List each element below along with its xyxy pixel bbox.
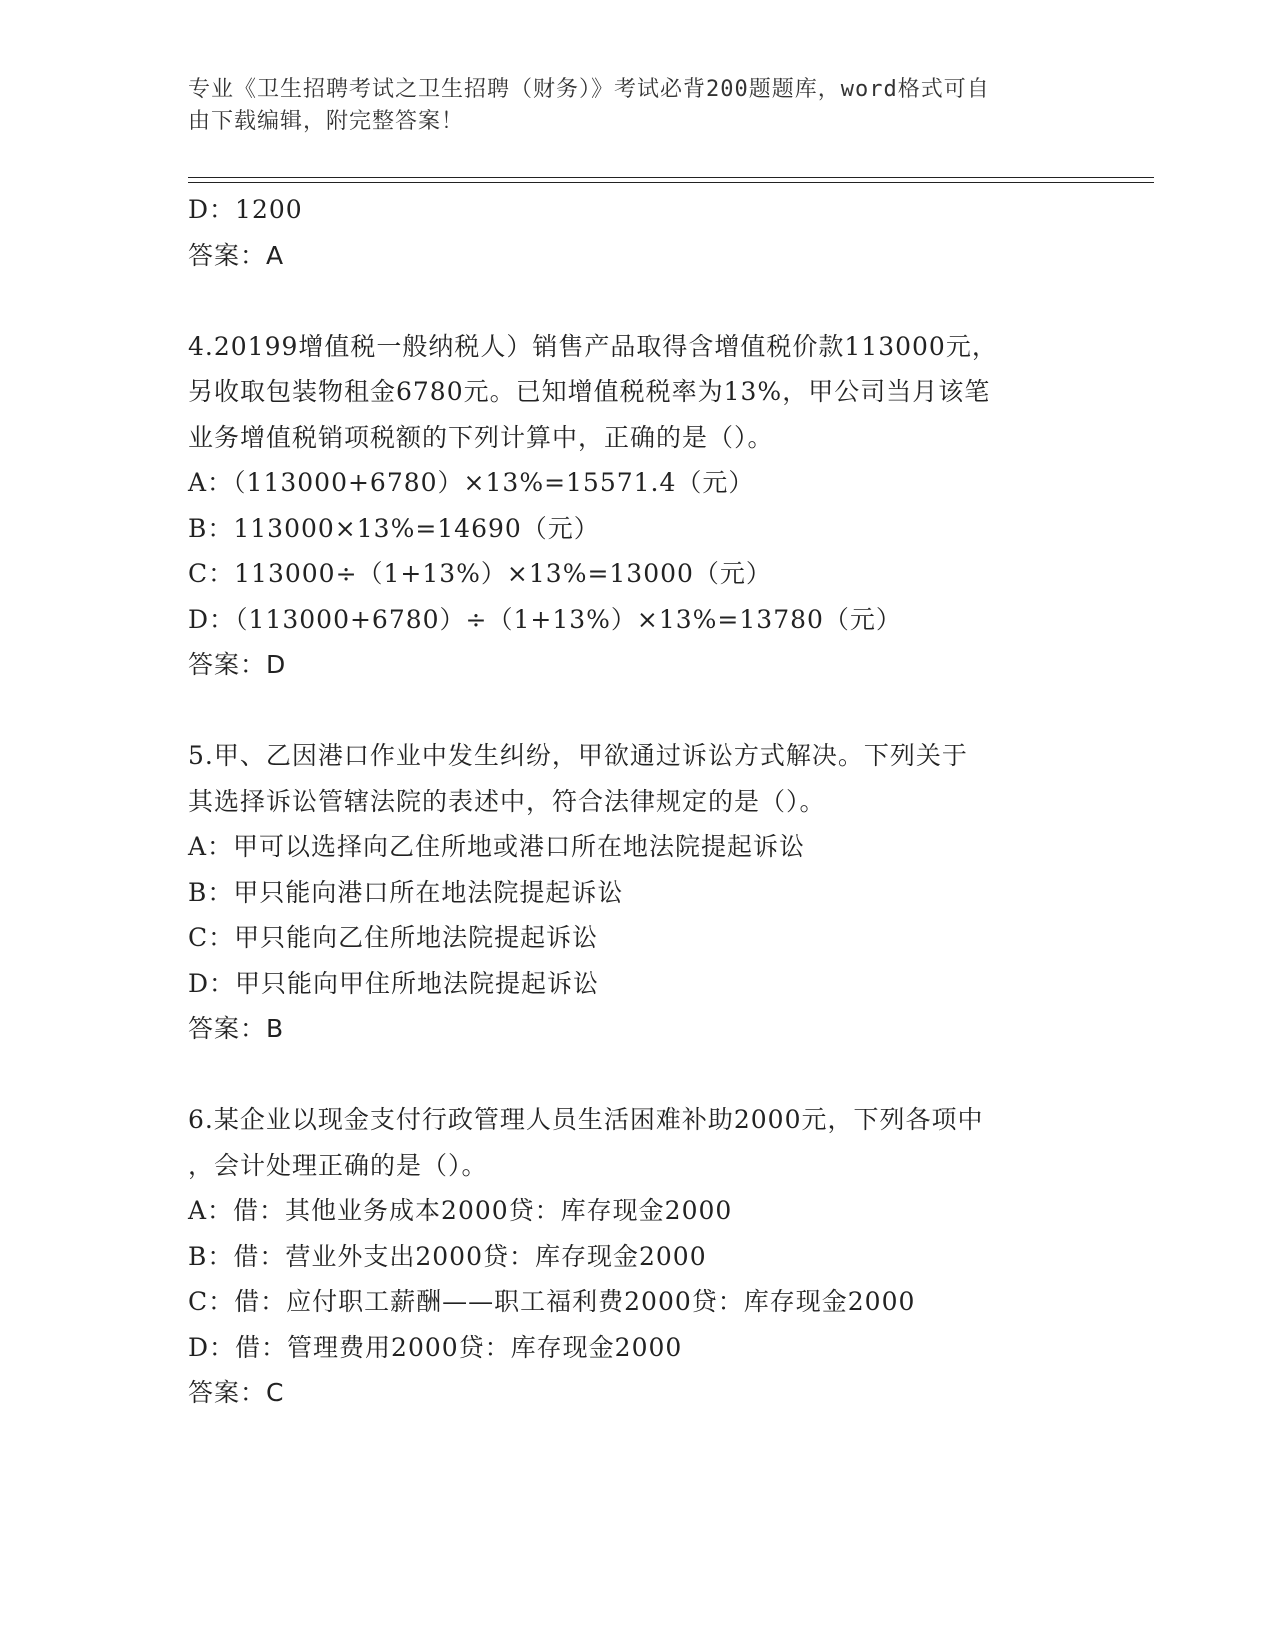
- question-4: [188, 324, 1088, 688]
- question-stem-line: 另收取包装物租金6780元。已知增值税税率为13%，甲公司当月该笔: [188, 377, 991, 406]
- answer-line: 答案：B: [188, 1014, 285, 1043]
- answer-line: 答案：C: [188, 1378, 285, 1407]
- question-stem-line: 业务增值税销项税额的下列计算中，正确的是（）。: [188, 422, 774, 452]
- answer-line: 答案：D: [188, 650, 287, 679]
- spacer: [188, 278, 1088, 324]
- option-b: B：113000×13%=14690（元）: [188, 513, 600, 543]
- option-b: B：甲只能向港口所在地法院提起诉讼: [188, 877, 624, 907]
- document-body: [188, 187, 1088, 1416]
- option-d: D：借：管理费用2000贷：库存现金2000: [188, 1332, 683, 1362]
- previous-question-tail: [188, 187, 1088, 278]
- spacer: [188, 1052, 1088, 1098]
- question-stem-line: 其选择诉讼管辖法院的表述中，符合法律规定的是（）。: [188, 786, 826, 816]
- question-stem-line: 6.某企业以现金支付行政管理人员生活困难补助2000元，下列各项中: [188, 1105, 984, 1134]
- header-divider-top: [188, 177, 1154, 178]
- question-5: [188, 733, 1088, 1052]
- option-d: D：（113000+6780）÷（1+13%）×13%=13780（元）: [188, 604, 902, 634]
- header-line-1: 专业《卫生招聘考试之卫生招聘（财务）》考试必背200题题库，word格式可自: [188, 77, 990, 102]
- option-a: A：（113000+6780）×13%=15571.4（元）: [188, 468, 755, 497]
- option-c: C：甲只能向乙住所地法院提起诉讼: [188, 923, 599, 952]
- option-b: B：借：营业外支出2000贷：库存现金2000: [188, 1241, 707, 1271]
- option-a: A：借：其他业务成本2000贷：库存现金2000: [188, 1196, 733, 1225]
- spacer: [188, 688, 1088, 734]
- header-line-2: 由下载编辑，附完整答案！: [188, 109, 465, 134]
- question-stem-line: 4.20199增值税一般纳税人）销售产品取得含增值税价款113000元，: [188, 331, 998, 361]
- option-d: D：甲只能向甲住所地法院提起诉讼: [188, 968, 600, 998]
- question-6: [188, 1097, 1088, 1416]
- question-stem-line: ，会计处理正确的是（）。: [188, 1150, 488, 1180]
- option-d: D：1200: [188, 195, 303, 224]
- document-header: [188, 74, 1068, 138]
- header-divider-bottom: [188, 182, 1154, 183]
- option-a: A：甲可以选择向乙住所地或港口所在地法院提起诉讼: [188, 832, 806, 861]
- answer-line: 答案：A: [188, 240, 285, 270]
- option-c: C：113000÷（1+13%）×13%=13000（元）: [188, 559, 772, 588]
- question-stem-line: 5.甲、乙因港口作业中发生纠纷，甲欲通过诉讼方式解决。下列关于: [188, 741, 968, 770]
- option-c: C：借：应付职工薪酬——职工福利费2000贷：库存现金2000: [188, 1287, 916, 1316]
